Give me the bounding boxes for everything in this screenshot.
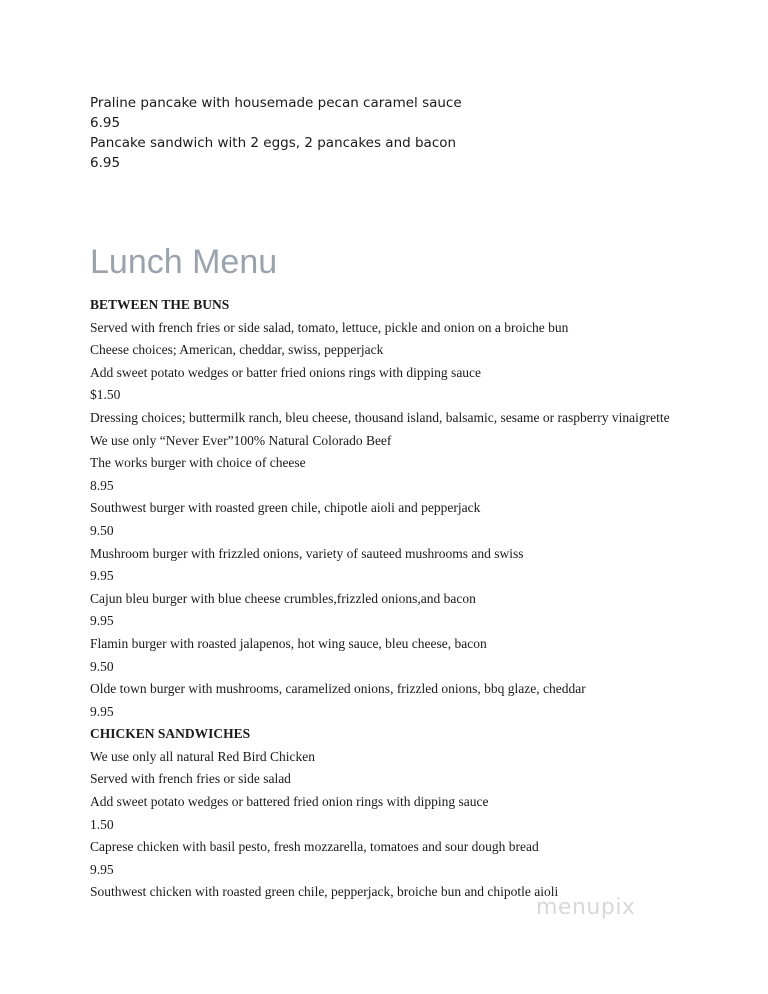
- menu-line: Dressing choices; buttermilk ranch, bleu cheese, thousand island, balsamic, sesame or raspberry vinaigrette: [90, 409, 670, 425]
- menu-line: Served with french fries or side salad, tomato, lettuce, pickle and onion on a broiche bun: [90, 319, 569, 335]
- menu-price: 9.50: [90, 522, 114, 538]
- menu-line: Southwest burger with roasted green chile, chipotle aioli and pepperjack: [90, 500, 481, 516]
- menu-line: Add sweet potato wedges or batter fried onions rings with dipping sauce: [90, 364, 482, 380]
- lunch-menu-list: [90, 294, 750, 904]
- menu-line: Served with french fries or side salad: [90, 771, 291, 787]
- breakfast-item-price: 6.95: [90, 115, 121, 131]
- breakfast-item-name: Pancake sandwich with 2 eggs, 2 pancakes and bacon: [90, 135, 457, 151]
- menu-price: 9.95: [90, 568, 114, 584]
- menu-price: 9.95: [90, 613, 114, 629]
- menu-line: Mushroom burger with frizzled onions, variety of sauteed mushrooms and swiss: [90, 545, 524, 561]
- menu-line: Olde town burger with mushrooms, caramelized onions, frizzled onions, bbq glaze, cheddar: [90, 681, 586, 697]
- menu-line: Southwest chicken with roasted green chile, pepperjack, broiche bun and chipotle aioli: [90, 884, 559, 900]
- menu-line: Add sweet potato wedges or battered fried onion rings with dipping sauce: [90, 794, 489, 810]
- menu-line: Cheese choices; American, cheddar, swiss, pepperjack: [90, 342, 384, 358]
- menu-price: 8.95: [90, 477, 114, 493]
- menu-price: 9.95: [90, 703, 114, 719]
- menu-line: Caprese chicken with basil pesto, fresh mozzarella, tomatoes and sour dough bread: [90, 839, 539, 855]
- menu-price: 9.50: [90, 658, 114, 674]
- menu-line: Flamin burger with roasted jalapenos, hot wing sauce, bleu cheese, bacon: [90, 635, 487, 651]
- menu-line: We use only all natural Red Bird Chicken: [90, 748, 315, 764]
- section-heading: BETWEEN THE BUNS: [90, 297, 230, 312]
- menu-line: The works burger with choice of cheese: [90, 455, 306, 471]
- menu-line: Cajun bleu burger with blue cheese crumbles,frizzled onions,and bacon: [90, 590, 476, 606]
- breakfast-item-price: 6.95: [90, 155, 121, 171]
- menu-price: 1.50: [90, 816, 114, 832]
- menu-price: 9.95: [90, 861, 114, 877]
- menu-line: We use only “Never Ever”100% Natural Colorado Beef: [90, 432, 392, 448]
- watermark-logo: menupix: [536, 895, 636, 920]
- section-heading: CHICKEN SANDWICHES: [90, 726, 251, 742]
- menu-price: $1.50: [90, 387, 121, 403]
- breakfast-item-name: Praline pancake with housemade pecan caramel sauce: [90, 95, 462, 111]
- page-title: Lunch Menu: [90, 243, 278, 281]
